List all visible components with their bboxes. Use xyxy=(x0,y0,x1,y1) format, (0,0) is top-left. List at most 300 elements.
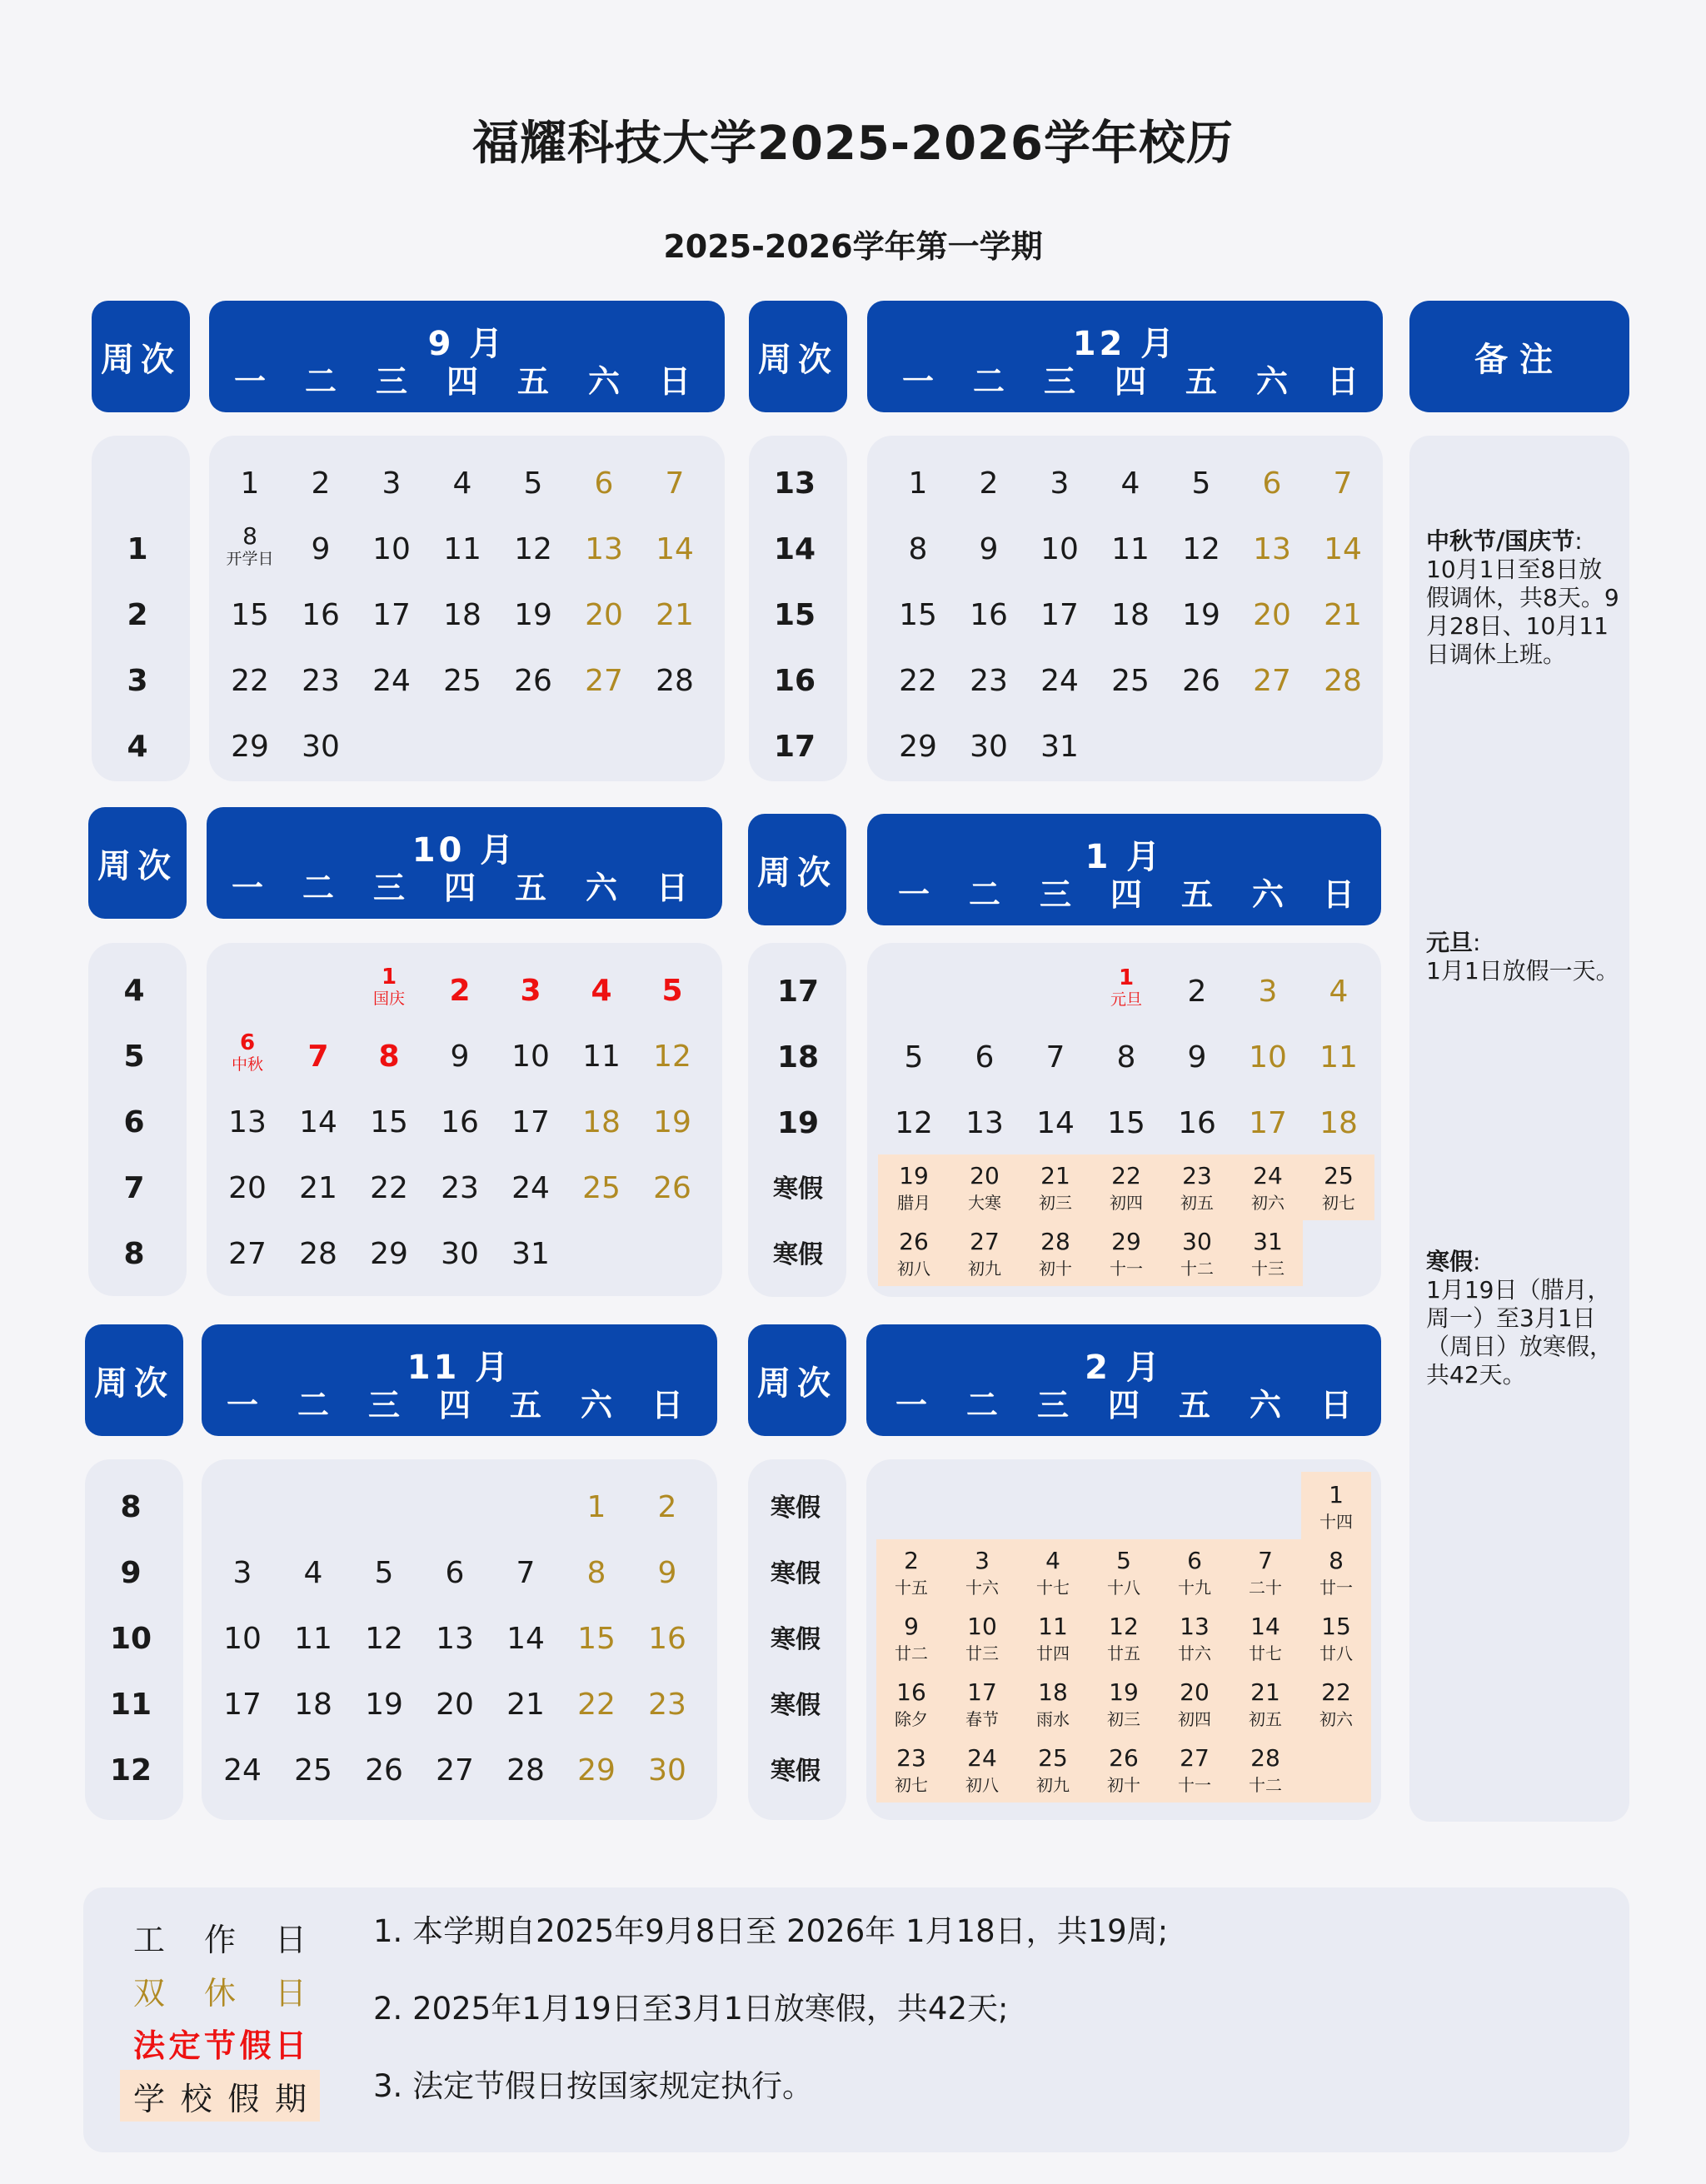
day-number: 6 xyxy=(975,1040,995,1075)
day-cell-workday xyxy=(207,1624,277,1654)
day-cell-weekend xyxy=(1233,1106,1303,1140)
day-number: 15 xyxy=(577,1622,616,1656)
day-cell-workday xyxy=(212,1171,282,1205)
legend-char: 假 xyxy=(239,2027,272,2064)
day-number: 13 xyxy=(585,532,623,566)
day-number: 21 xyxy=(656,598,694,632)
day-number: 13 xyxy=(965,1106,1004,1140)
weekday-label: 二 xyxy=(968,876,1000,913)
day-number: 28 xyxy=(1324,664,1362,698)
day-number: 9 xyxy=(311,532,331,566)
day-number: 7 xyxy=(665,466,685,501)
month-title: 1 月 xyxy=(1085,838,1164,876)
day-number: 22 xyxy=(577,1688,616,1722)
day-number: 24 xyxy=(223,1753,262,1788)
day-cell-workday xyxy=(283,1239,353,1269)
day-cell-workday xyxy=(420,1624,490,1654)
day-cell-workday xyxy=(1095,666,1165,696)
day-cell-workday xyxy=(357,466,426,501)
weekday-label: 三 xyxy=(375,363,407,400)
day-cell-weekend xyxy=(1308,532,1378,566)
month-header xyxy=(866,1324,1381,1436)
day-cell-workday xyxy=(425,1105,495,1139)
weekday-label: 二 xyxy=(304,363,337,400)
day-cell-workday xyxy=(215,522,285,568)
day-sublabel: 二十 xyxy=(1249,1578,1282,1598)
day-number: 6 xyxy=(1187,1547,1202,1574)
day-number: 20 xyxy=(585,598,623,632)
day-cell-workday xyxy=(1025,666,1095,696)
day-cell-workday xyxy=(278,1624,348,1654)
day-number: 5 xyxy=(904,1040,924,1075)
week-number: 17 xyxy=(776,975,820,1009)
day-number: 8 xyxy=(1329,1547,1344,1574)
weekday-row xyxy=(202,1379,717,1424)
day-number: 27 xyxy=(436,1753,474,1788)
day-cell-workday xyxy=(1166,466,1236,501)
day-cell-workday xyxy=(491,1753,561,1788)
day-number: 9 xyxy=(979,532,999,566)
day-number: 14 xyxy=(1250,1613,1280,1640)
weekday-label: 三 xyxy=(1036,1387,1069,1424)
legend-char: 工 xyxy=(133,1921,166,1958)
day-cell-workday xyxy=(278,1753,348,1788)
day-cell-workday xyxy=(491,1624,561,1654)
day-cell-vacation xyxy=(947,1744,1017,1795)
day-cell-workday xyxy=(491,1558,561,1588)
day-number: 13 xyxy=(1253,532,1291,566)
day-cell-workday xyxy=(349,1558,419,1588)
weekday-row xyxy=(207,862,722,904)
day-number: 25 xyxy=(582,1171,621,1205)
day-cell-workday xyxy=(954,598,1024,632)
day-sublabel: 初四 xyxy=(1110,1193,1143,1213)
day-sublabel: 开学日 xyxy=(226,550,274,568)
day-cell-workday xyxy=(883,666,953,696)
day-cell-workday xyxy=(420,1753,490,1788)
week-number: 3 xyxy=(127,664,148,698)
day-number: 20 xyxy=(970,1162,1000,1189)
day-number: 9 xyxy=(1187,1040,1207,1075)
day-number: 14 xyxy=(656,532,694,566)
day-cell-workday xyxy=(883,732,953,762)
weekday-label: 五 xyxy=(509,1387,541,1424)
day-number: 7 xyxy=(1045,1040,1065,1075)
weekday-label: 四 xyxy=(446,363,478,400)
day-number: 18 xyxy=(294,1688,332,1722)
day-number: 24 xyxy=(1253,1162,1283,1189)
week-number: 7 xyxy=(123,1171,145,1205)
weekday-label: 日 xyxy=(1326,363,1359,400)
day-cell-vacation xyxy=(1089,1549,1159,1596)
legend-char: 校 xyxy=(180,2080,212,2117)
note-text: 1月19日（腊月，周一）至3月1日（周日）放寒假，共42天。 xyxy=(1426,1276,1614,1389)
day-cell-vacation xyxy=(1160,1615,1230,1662)
day-number: 25 xyxy=(443,664,481,698)
day-number: 28 xyxy=(299,1237,337,1271)
day-cell-workday xyxy=(950,1106,1020,1140)
day-cell-vacation xyxy=(1020,1164,1090,1211)
day-sublabel: 十五 xyxy=(895,1578,928,1598)
day-cell-workday xyxy=(286,598,356,632)
week-number: 4 xyxy=(123,974,145,1008)
day-number: 26 xyxy=(1109,1744,1139,1772)
day-cell-workday xyxy=(357,532,426,566)
day-number: 27 xyxy=(970,1228,1000,1255)
day-cell-workday xyxy=(883,466,953,501)
day-number: 22 xyxy=(1321,1678,1351,1706)
note-separator: : xyxy=(1574,527,1583,555)
day-cell-workday xyxy=(498,466,568,501)
day-sublabel: 腊月 xyxy=(897,1193,930,1213)
day-number: 13 xyxy=(436,1622,474,1656)
weekday-label: 四 xyxy=(1107,1387,1140,1424)
day-cell-weekend xyxy=(566,1105,636,1139)
day-cell-workday xyxy=(349,1690,419,1720)
day-number: 8 xyxy=(908,532,928,566)
day-cell-vacation xyxy=(1230,1678,1300,1729)
day-cell-vacation xyxy=(1018,1678,1088,1729)
day-number: 10 xyxy=(1249,1040,1287,1075)
day-cell-workday xyxy=(879,1040,949,1075)
day-number: 3 xyxy=(1258,975,1278,1009)
day-cell-weekend xyxy=(569,666,639,696)
weekday-label: 六 xyxy=(585,870,617,906)
day-cell-weekend xyxy=(1237,598,1307,632)
day-cell-workday xyxy=(427,466,497,501)
day-cell-vacation xyxy=(1160,1678,1230,1729)
day-cell-workday xyxy=(354,1105,424,1139)
day-cell-vacation xyxy=(950,1164,1020,1211)
month-title: 2 月 xyxy=(1085,1349,1163,1387)
day-cell-workday xyxy=(354,1171,424,1205)
day-number: 5 xyxy=(1116,1547,1131,1574)
day-cell-workday xyxy=(286,532,356,566)
note-title: 寒假 xyxy=(1426,1248,1474,1275)
week-number: 10 xyxy=(109,1622,152,1656)
legend-char: 法 xyxy=(133,2027,166,2064)
day-number: 24 xyxy=(1040,664,1079,698)
weekday-label: 一 xyxy=(226,1387,258,1424)
note-new-year xyxy=(1426,929,1623,985)
week-number: 6 xyxy=(123,1105,145,1139)
day-number: 27 xyxy=(1180,1744,1210,1772)
day-number: 29 xyxy=(899,730,937,764)
day-cell-workday xyxy=(283,1171,353,1205)
day-number: 16 xyxy=(1178,1106,1216,1140)
day-sublabel: 初六 xyxy=(1251,1193,1284,1213)
day-cell-vacation xyxy=(1301,1615,1371,1662)
day-cell-workday xyxy=(278,1690,348,1720)
day-number: 20 xyxy=(436,1688,474,1722)
day-number: 20 xyxy=(1180,1678,1210,1706)
day-cell-workday xyxy=(420,1558,490,1588)
weekday-label: 日 xyxy=(651,1387,683,1424)
month-title: 12 月 xyxy=(1072,325,1178,363)
day-number: 31 xyxy=(511,1237,550,1271)
weekday-row xyxy=(209,356,725,400)
day-sublabel: 中秋 xyxy=(231,1055,263,1074)
day-number: 17 xyxy=(1249,1106,1287,1140)
day-cell-workday xyxy=(1025,532,1095,566)
day-number: 8 xyxy=(1116,1040,1136,1075)
day-number: 4 xyxy=(1120,466,1140,501)
day-number: 16 xyxy=(302,598,340,632)
weekday-label: 五 xyxy=(1180,876,1213,913)
day-cell-weekend xyxy=(1237,466,1307,501)
day-cell-workday xyxy=(1162,1106,1232,1140)
day-sublabel: 国庆 xyxy=(372,990,405,1008)
week-number: 寒假 xyxy=(771,1625,821,1654)
day-number: 26 xyxy=(365,1753,403,1788)
day-number: 11 xyxy=(1111,532,1150,566)
day-number: 10 xyxy=(1040,532,1079,566)
day-number: 10 xyxy=(372,532,411,566)
legend-workday xyxy=(120,1911,320,1962)
day-number: 24 xyxy=(967,1744,997,1772)
weekday-label: 一 xyxy=(897,876,930,913)
day-sublabel: 廿二 xyxy=(895,1643,928,1663)
day-sublabel: 大寒 xyxy=(968,1193,1001,1213)
weekday-label: 一 xyxy=(895,1387,927,1424)
day-cell-workday xyxy=(215,666,285,696)
day-cell-weekend xyxy=(1304,1106,1374,1140)
legend-panel xyxy=(83,1887,1629,2152)
note-title: 元旦 xyxy=(1426,929,1474,956)
day-number: 28 xyxy=(1250,1744,1280,1772)
day-number: 16 xyxy=(896,1678,926,1706)
day-number: 29 xyxy=(577,1753,616,1788)
day-sublabel: 十一 xyxy=(1178,1775,1211,1795)
month-title: 9 月 xyxy=(427,325,506,363)
weekday-label: 四 xyxy=(443,870,476,906)
day-number: 21 xyxy=(1040,1162,1070,1189)
week-number: 13 xyxy=(773,466,816,501)
day-cell-workday xyxy=(1095,598,1165,632)
day-cell-weekend xyxy=(640,466,710,501)
day-number: 6 xyxy=(1262,466,1282,501)
day-cell-workday xyxy=(425,1239,495,1269)
day-sublabel: 初十 xyxy=(1039,1259,1072,1279)
day-number: 19 xyxy=(899,1162,929,1189)
day-number: 26 xyxy=(899,1228,929,1255)
day-cell-vacation xyxy=(1230,1744,1300,1795)
day-number: 22 xyxy=(370,1171,408,1205)
day-cell-vacation xyxy=(1304,1164,1374,1211)
weekday-label: 六 xyxy=(1249,1387,1281,1424)
day-sublabel: 初四 xyxy=(1178,1709,1211,1729)
day-number: 3 xyxy=(382,466,402,501)
day-number: 4 xyxy=(591,974,612,1008)
day-sublabel: 廿四 xyxy=(1036,1643,1070,1663)
day-cell-workday xyxy=(283,1105,353,1139)
legend-school-vacation xyxy=(120,2070,320,2122)
day-cell-vacation xyxy=(947,1549,1017,1596)
day-cell-workday xyxy=(212,1239,282,1269)
day-cell-vacation xyxy=(1089,1744,1159,1795)
note-title: 中秋节/国庆节 xyxy=(1426,527,1575,555)
day-cell-vacation xyxy=(1160,1549,1230,1596)
day-cell-vacation xyxy=(1301,1678,1371,1729)
day-cell-workday xyxy=(278,1558,348,1588)
day-cell-workday xyxy=(420,1690,490,1720)
day-sublabel: 十二 xyxy=(1249,1775,1282,1795)
day-cell-workday xyxy=(425,1042,495,1072)
day-cell-vacation xyxy=(1162,1230,1232,1277)
week-column-header: 周次 xyxy=(749,301,847,412)
weekday-row xyxy=(867,356,1383,400)
day-cell-weekend xyxy=(569,466,639,501)
day-number: 20 xyxy=(1253,598,1291,632)
day-cell-workday xyxy=(357,598,426,632)
day-cell-workday xyxy=(954,732,1024,762)
day-number: 12 xyxy=(653,1040,691,1074)
day-sublabel: 初九 xyxy=(968,1259,1001,1279)
day-cell-workday xyxy=(1166,532,1236,566)
day-number: 22 xyxy=(899,664,937,698)
day-sublabel: 廿七 xyxy=(1249,1643,1282,1663)
day-sublabel: 廿一 xyxy=(1319,1578,1353,1598)
day-number: 22 xyxy=(1111,1162,1141,1189)
day-cell-workday xyxy=(1091,1106,1161,1140)
day-number: 18 xyxy=(1319,1106,1358,1140)
day-number: 5 xyxy=(374,1556,394,1590)
day-cell-vacation xyxy=(1301,1549,1371,1596)
week-number: 14 xyxy=(773,532,816,566)
day-number: 13 xyxy=(228,1105,267,1139)
day-number: 11 xyxy=(294,1622,332,1656)
day-sublabel: 十九 xyxy=(1178,1578,1211,1598)
month-title: 10 月 xyxy=(412,831,517,870)
day-cell-workday xyxy=(496,1042,566,1072)
day-cell-weekend xyxy=(1308,666,1378,696)
day-number: 13 xyxy=(1180,1613,1210,1640)
weekday-label: 日 xyxy=(1319,1387,1352,1424)
day-number: 28 xyxy=(656,664,694,698)
day-cell-workday xyxy=(496,1105,566,1139)
legend-char: 日 xyxy=(274,1921,307,1958)
day-number: 1 xyxy=(1329,1481,1344,1508)
day-cell-vacation xyxy=(1091,1230,1161,1277)
day-cell-holiday xyxy=(566,976,636,1006)
month-header xyxy=(867,814,1381,925)
day-number: 25 xyxy=(294,1753,332,1788)
notes-header: 备注 xyxy=(1409,301,1629,412)
week-column-header: 周次 xyxy=(88,807,187,919)
day-cell-vacation xyxy=(1018,1615,1088,1662)
weekday-label: 三 xyxy=(1043,363,1075,400)
day-number: 8 xyxy=(378,1040,400,1074)
day-sublabel: 十六 xyxy=(965,1578,999,1598)
day-cell-vacation xyxy=(1020,1230,1090,1277)
weekday-label: 二 xyxy=(297,1387,329,1424)
day-sublabel: 初三 xyxy=(1107,1709,1140,1729)
day-cell-weekend xyxy=(561,1558,631,1588)
day-number: 29 xyxy=(370,1237,408,1271)
weekday-label: 六 xyxy=(1255,363,1288,400)
week-number: 寒假 xyxy=(773,1174,823,1204)
day-number: 19 xyxy=(365,1688,403,1722)
day-cell-workday xyxy=(215,466,285,501)
day-cell-workday xyxy=(950,1040,1020,1075)
day-cell-workday xyxy=(212,1105,282,1139)
page-title: 福耀科技大学2025-2026学年校历 xyxy=(472,117,1234,171)
day-cell-workday xyxy=(427,598,497,632)
weekday-label: 四 xyxy=(1114,363,1146,400)
day-number: 2 xyxy=(449,974,471,1008)
week-number: 19 xyxy=(776,1106,820,1140)
day-cell-workday xyxy=(883,598,953,632)
day-cell-workday xyxy=(1025,598,1095,632)
day-cell-workday xyxy=(286,466,356,501)
day-number: 25 xyxy=(1111,664,1150,698)
day-number: 19 xyxy=(653,1105,691,1139)
day-cell-workday xyxy=(207,1753,277,1788)
day-cell-vacation xyxy=(876,1744,946,1795)
day-number: 15 xyxy=(899,598,937,632)
day-number: 31 xyxy=(1253,1228,1283,1255)
day-cell-weekend xyxy=(561,1690,631,1720)
day-number: 6 xyxy=(445,1556,465,1590)
week-number: 5 xyxy=(123,1040,145,1074)
day-cell-workday xyxy=(1025,732,1095,762)
day-cell-workday xyxy=(207,1558,277,1588)
day-cell-weekend xyxy=(632,1624,702,1654)
legend-char: 节 xyxy=(203,2027,236,2064)
day-cell-workday xyxy=(1166,598,1236,632)
week-number: 1 xyxy=(127,532,148,566)
day-sublabel: 十二 xyxy=(1180,1259,1214,1279)
day-number: 23 xyxy=(1182,1162,1212,1189)
day-cell-workday xyxy=(357,666,426,696)
day-cell-vacation xyxy=(1018,1549,1088,1596)
day-cell-vacation xyxy=(1089,1678,1159,1729)
day-number: 7 xyxy=(1258,1547,1273,1574)
day-cell-weekend xyxy=(1233,1040,1303,1075)
day-number: 3 xyxy=(975,1547,990,1574)
rule-3: 3. 法定节假日按国家规定执行。 xyxy=(373,2068,814,2104)
day-cell-holiday xyxy=(283,1042,353,1072)
week-number: 17 xyxy=(773,730,816,764)
day-cell-workday xyxy=(640,666,710,696)
day-sublabel: 除夕 xyxy=(895,1709,928,1729)
day-cell-workday xyxy=(1166,666,1236,696)
day-cell-workday xyxy=(286,666,356,696)
day-number: 27 xyxy=(585,664,623,698)
week-number: 9 xyxy=(120,1556,142,1590)
day-number: 17 xyxy=(511,1105,550,1139)
day-cell-workday xyxy=(1020,1040,1090,1075)
day-cell-workday xyxy=(883,532,953,566)
day-number: 8 xyxy=(242,522,257,550)
day-number: 10 xyxy=(511,1040,550,1074)
day-number: 11 xyxy=(1319,1040,1358,1075)
day-number: 18 xyxy=(1111,598,1150,632)
week-number: 8 xyxy=(123,1237,145,1271)
weekday-label: 六 xyxy=(580,1387,612,1424)
week-number: 12 xyxy=(109,1753,152,1788)
day-number: 15 xyxy=(231,598,269,632)
day-number: 4 xyxy=(1045,1547,1060,1574)
day-cell-workday xyxy=(1091,1040,1161,1075)
day-number: 6 xyxy=(594,466,614,501)
week-number: 18 xyxy=(776,1040,820,1075)
month-header xyxy=(202,1324,717,1436)
day-cell-vacation xyxy=(1162,1164,1232,1211)
day-sublabel: 元旦 xyxy=(1110,990,1142,1009)
day-cell-vacation xyxy=(876,1615,946,1662)
day-sublabel: 初九 xyxy=(1036,1775,1070,1795)
